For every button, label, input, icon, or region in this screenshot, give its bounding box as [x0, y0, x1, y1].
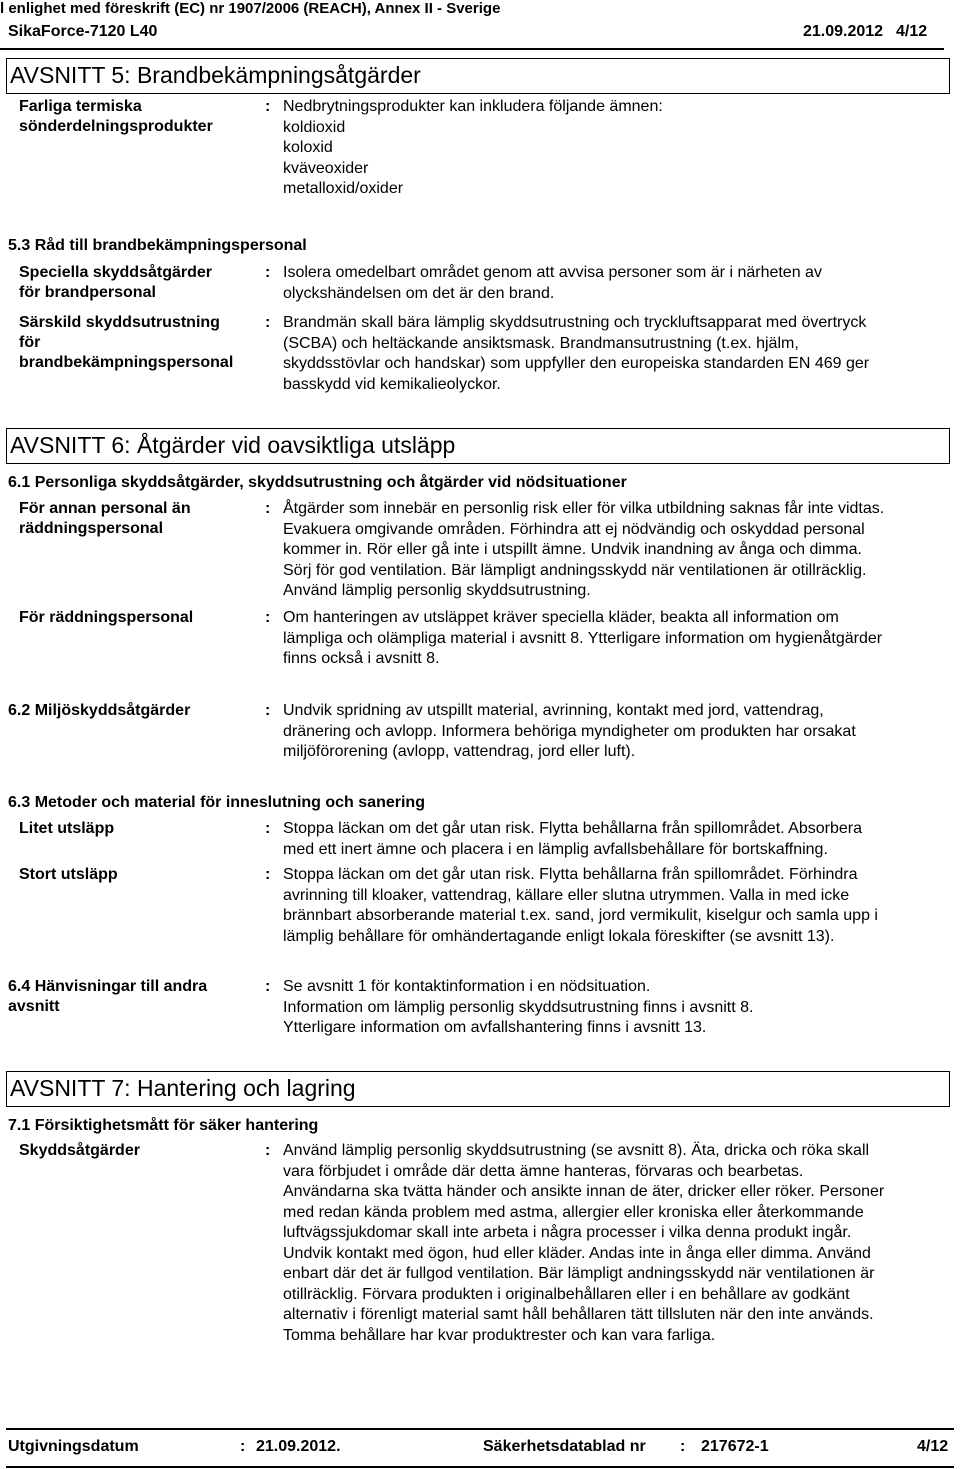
colon: : [265, 1142, 271, 1159]
header-date: 21.09.2012 [803, 23, 884, 40]
non-rescue-personnel-value: Åtgärder som innebär en personlig risk eller för vilka utbildning saknas får inte vidtas. Evakuera omgivande områden. Förhindra att ej nödvändig och oskyddad personal kommer in. Rör eller gå inte i utspillt ämne. Undvik inandning av ånga och dimma. Sörj för god ventilation. Bär lämpligt andningsskydd när ventilationen är otillräcklig. Använd lämplig personlig skyddsutrustning. [283, 500, 885, 599]
subsection-6-2-label: 6.2 Miljöskyddsåtgärder [8, 702, 191, 719]
colon: : [265, 264, 271, 281]
colon: : [265, 820, 271, 837]
issue-date-label: Utgivningsdatum [8, 1438, 139, 1455]
protective-measures-value: Använd lämplig personlig skyddsutrustning (se avsnitt 8). Äta, dricka och röka skall vara förbjudet i område där detta ämne hanteras, förvaras och bearbetas. Användarna ska tvätta händer och ansikte innan de äter, dricker eller röker. Personer med redan kända problem med astma, allergier eller kroniska eller återkommande luftvägssjukdomar skall inte arbeta i några processer i vilka denna produkt ingår. Undvik kontakt med ögon, hud eller kläder. Andas inte in ånga eller dimma. Använd enbart där det är fullgod ventilation. Bär lämpligt andningsskydd när ventilationen är otillräcklig. Förvara produkten i originalbehållaren eller i en behållare av godkänt alternativ i förenligt material samt håll behållaren tätt tillsluten när den inte används. Tomma behållare har kvar produktrester och kan vara farliga. [283, 1142, 885, 1344]
small-spill-value: Stoppa läckan om det går utan risk. Flytta behållarna från spillområdet. Absorbera med ett inert ämne och placera i en lämplig avfallsbehållare för bortskaffning. [283, 820, 862, 858]
large-spill-value: Stoppa läckan om det går utan risk. Flytta behållarna från spillområdet. Förhindra avrinning till kloaker, vattendrag, källare eller slutna utrymmen. Valla in med icke brännbart absorberande material t.ex. sand, jord vermikulit, kiselgur och samla upp i lämplig behållare för omhändertagande enligt lokala föreskifter (se avsnitt 13). [283, 866, 878, 945]
colon: : [265, 500, 271, 517]
small-spill-label: Litet utsläpp [19, 820, 115, 837]
large-spill-label: Stort utsläpp [19, 866, 118, 883]
special-measures-value: Isolera omedelbart området genom att avvisa personer som är i närheten av olyckshändelsen om det är den brand. [283, 264, 822, 302]
environmental-precautions-value: Undvik spridning av utspillt material, avrinning, kontakt med jord, vattendrag, dränering och avlopp. Informera behöriga myndigheter om produkten har orsakat miljöförorening (avlopp, vattendrag, jord eller luft). [283, 702, 856, 760]
colon: : [680, 1438, 686, 1455]
protective-measures-label: Skyddsåtgärder [19, 1142, 140, 1159]
non-rescue-personnel-label: För annan personal än räddningspersonal [19, 500, 191, 537]
product-header-bar [0, 22, 944, 50]
colon: : [265, 609, 271, 626]
regulation-header: l enlighet med föreskrift (EC) nr 1907/2006 (REACH), Annex II - Sverige [0, 0, 501, 17]
rescue-personnel-label: För räddningspersonal [19, 609, 194, 626]
section-5-title: AVSNITT 5: Brandbekämpningsåtgärder [6, 58, 950, 94]
footer-page-number: 4/12 [917, 1438, 949, 1455]
references-value: Se avsnitt 1 för kontaktinformation i en nödsituation. Information om lämplig personlig skyddsutrustning finns i avsnitt 8. Ytterligare information om avfallshantering finns i avsnitt 13. [283, 978, 754, 1036]
colon: : [265, 98, 271, 115]
subsection-7-1-title: 7.1 Försiktighetsmått för säker hantering [8, 1117, 319, 1134]
product-name: SikaForce-7120 L40 [8, 23, 158, 40]
rescue-personnel-value: Om hanteringen av utsläppet kräver speciella kläder, beakta all information om lämpliga och olämpliga material i avsnitt 8. Ytterligare information om hygienåtgärder finns också i avsnitt 8. [283, 609, 883, 667]
page-footer [6, 1428, 954, 1468]
special-measures-label: Speciella skyddsåtgärder för brandpersonal [19, 264, 212, 301]
protective-equipment-value: Brandmän skall bära lämplig skyddsutrustning och tryckluftsapparat med övertryck (SCBA) och heltäckande ansiktsmask. Brandmansutrustning (t.ex. hjälm, skyddsstövlar och handskar) som uppfyller den europeiska standarden EN 469 ger basskydd vid kemikalieolyckor. [283, 314, 870, 393]
thermal-decomposition-label: Farliga termiska sönderdelningsprodukter [19, 98, 213, 135]
header-page-number: 4/12 [896, 23, 928, 40]
sds-number-value: 217672-1 [701, 1438, 769, 1455]
colon: : [265, 314, 271, 331]
section-7-title: AVSNITT 7: Hantering och lagring [6, 1071, 950, 1107]
section-6-title: AVSNITT 6: Åtgärder vid oavsiktliga utsläpp [6, 428, 950, 464]
sds-number-label: Säkerhetsdatablad nr [483, 1438, 646, 1455]
colon: : [265, 702, 271, 719]
subsection-6-1-title: 6.1 Personliga skyddsåtgärder, skyddsutrustning och åtgärder vid nödsituationer [8, 474, 627, 491]
protective-equipment-label: Särskild skyddsutrustning för brandbekämpningspersonal [19, 314, 234, 371]
thermal-decomposition-value: Nedbrytningsprodukter kan inkludera följande ämnen: koldioxid koloxid kväveoxider metalloxid/oxider [283, 98, 663, 197]
subsection-5-3-title: 5.3 Råd till brandbekämpningspersonal [8, 237, 307, 254]
subsection-6-4-label: 6.4 Hänvisningar till andra avsnitt [8, 978, 208, 1015]
issue-date-value: 21.09.2012. [256, 1438, 341, 1455]
colon: : [265, 978, 271, 995]
colon: : [240, 1438, 246, 1455]
subsection-6-3-title: 6.3 Metoder och material för inneslutning och sanering [8, 794, 425, 811]
colon: : [265, 866, 271, 883]
